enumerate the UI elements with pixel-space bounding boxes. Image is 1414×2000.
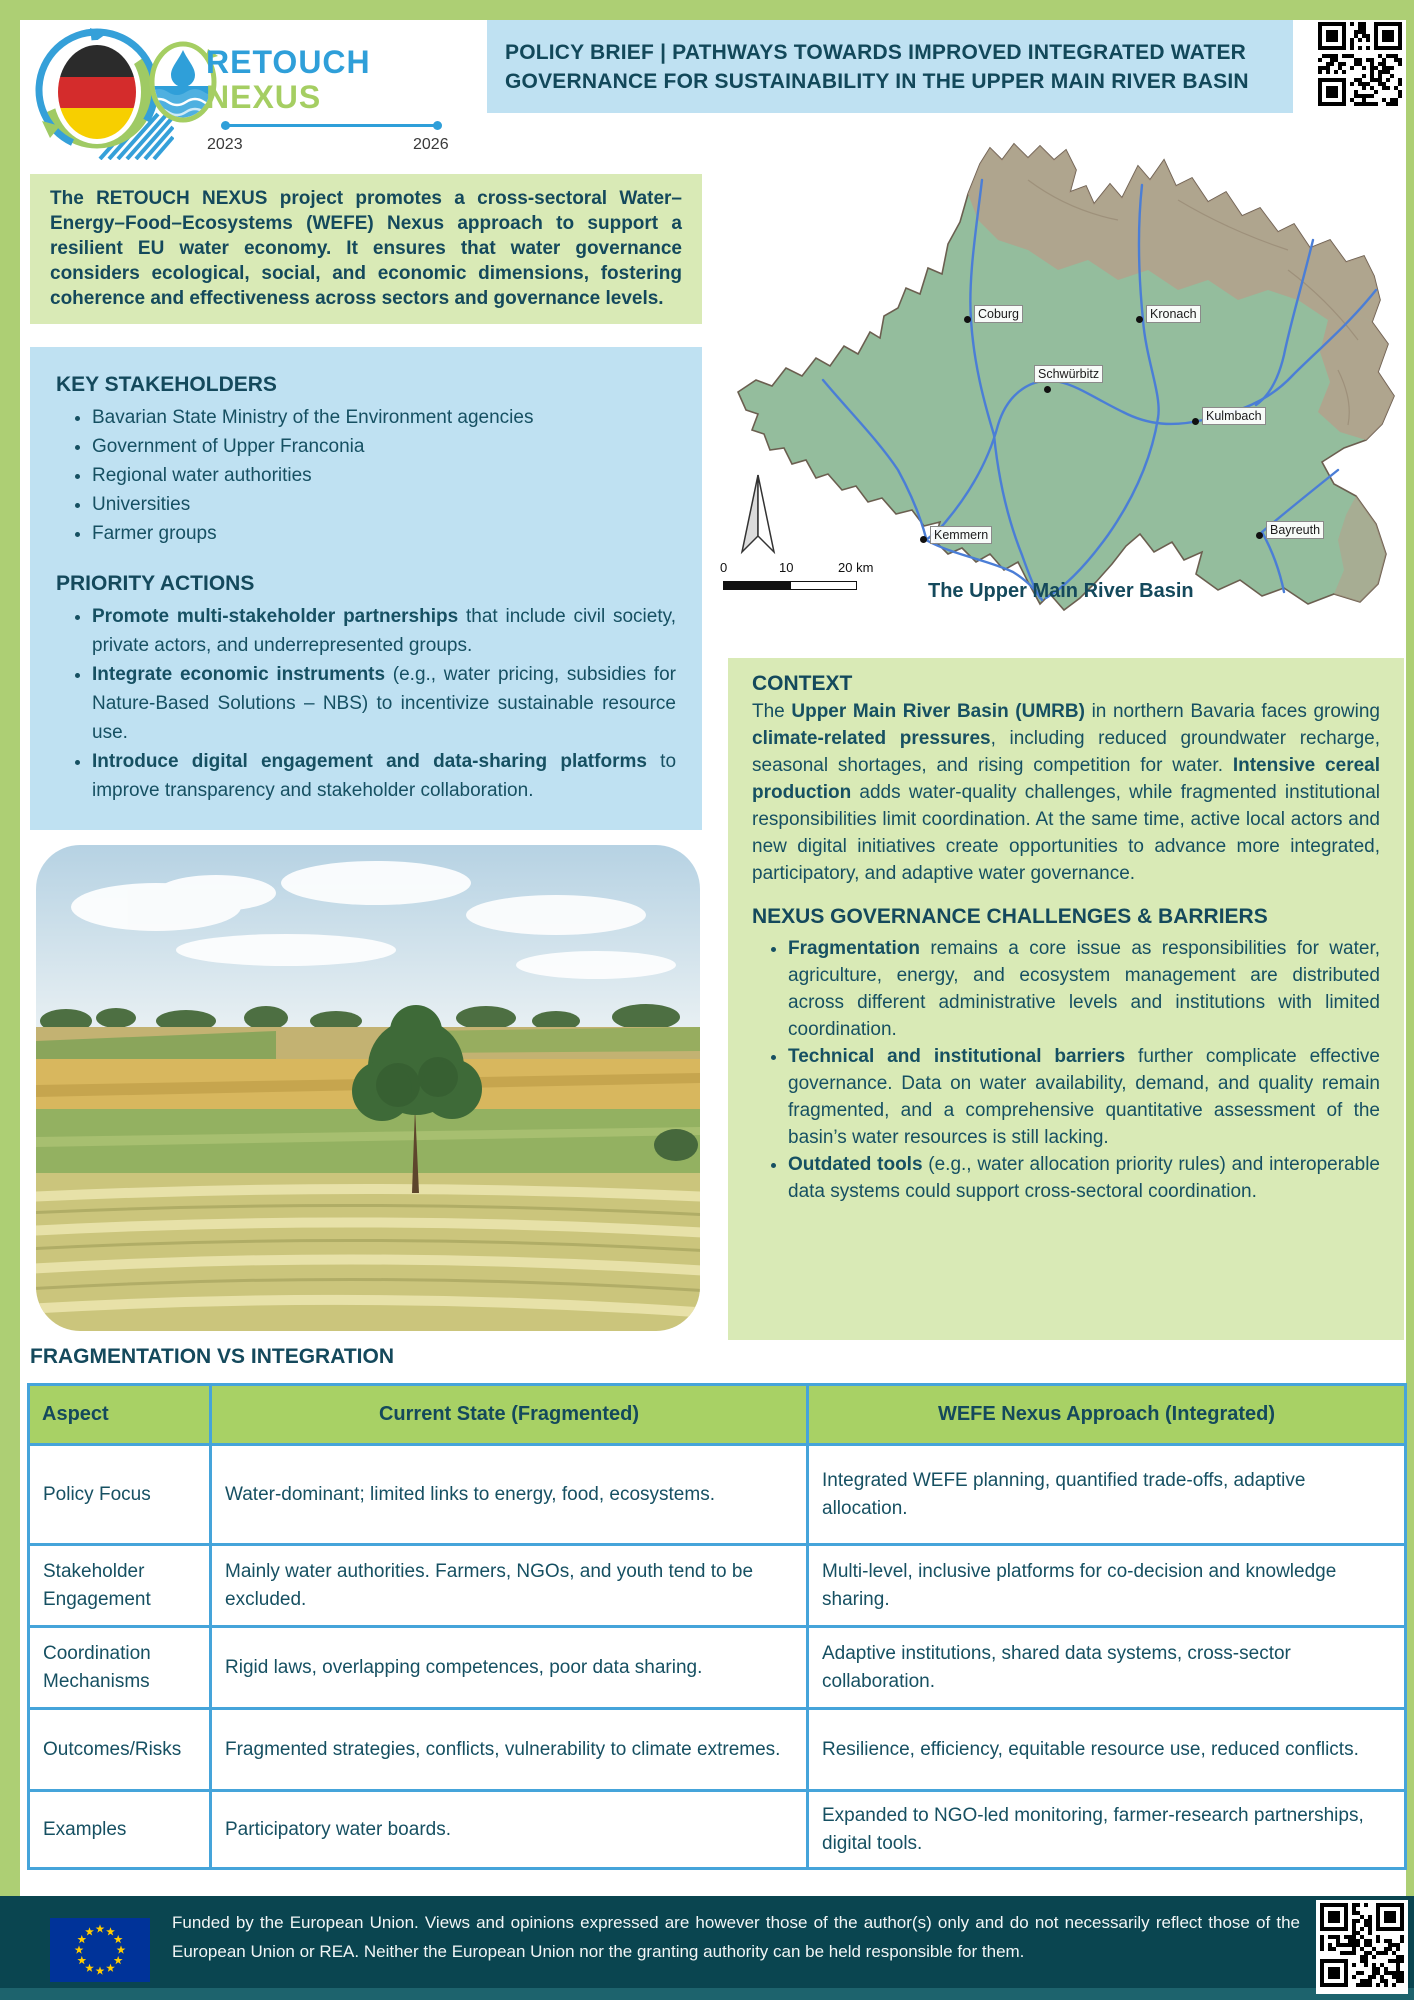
table-cell: Outcomes/Risks	[29, 1709, 211, 1791]
stakeholders-list	[56, 403, 676, 548]
table-row	[29, 1791, 1406, 1869]
list-item: • Promote multi-stakeholder partnerships that include civil society, private actors, and underrepresented groups.	[92, 602, 676, 660]
logo-word-nexus: NEXUS	[206, 79, 322, 115]
timeline-year-start: 2023	[207, 136, 243, 153]
basin-map	[728, 140, 1408, 620]
list-item: • Universities	[92, 490, 676, 519]
city-label: Kulmbach	[1202, 407, 1266, 425]
context-panel	[728, 658, 1404, 1340]
timeline-end-dot	[433, 121, 442, 130]
project-timeline	[225, 124, 437, 127]
table-cell: Rigid laws, overlapping competences, poor data sharing.	[211, 1627, 808, 1709]
logo-word-retouch: RETOUCH	[206, 44, 371, 80]
priority-actions-list	[56, 602, 676, 805]
city-label: Bayreuth	[1266, 521, 1324, 539]
table-cell: Stakeholder Engagement	[29, 1545, 211, 1627]
table-cell: Water-dominant; limited links to energy, food, ecosystems.	[211, 1445, 808, 1545]
footer-bottom-strip	[0, 1988, 1414, 2000]
timeline-start-dot	[221, 121, 230, 130]
list-item: • Integrate economic instruments (e.g., water pricing, subsidies for Nature-Based Solutions – NBS) to incentivize sustainable resource use.	[92, 660, 676, 747]
table-cell: Adaptive institutions, shared data systems, cross-sector collaboration.	[808, 1627, 1406, 1709]
map-caption: The Upper Main River Basin	[928, 580, 1194, 602]
table-row	[29, 1545, 1406, 1627]
comparison-table	[27, 1383, 1407, 1870]
table-row	[29, 1627, 1406, 1709]
list-item: • Regional water authorities	[92, 461, 676, 490]
challenges-list	[752, 935, 1380, 1205]
list-item: • Introduce digital engagement and data-sharing platforms to improve transparency and stakeholder collaboration.	[92, 747, 676, 805]
stakeholders-heading: KEY STAKEHOLDERS	[56, 373, 277, 396]
timeline-year-end: 2026	[413, 136, 449, 153]
table-cell: Participatory water boards.	[211, 1791, 808, 1869]
table-cell: Multi-level, inclusive platforms for co-decision and knowledge sharing.	[808, 1545, 1406, 1627]
scalebar-segment-light	[790, 581, 857, 590]
list-item: • Fragmentation remains a core issue as responsibilities for water, agriculture, energy, and ecosystem management are distributed across different administrative levels and institutions with limited coordination.	[788, 935, 1380, 1043]
table-row	[29, 1445, 1406, 1545]
map-scalebar	[720, 560, 893, 600]
city-label: Kronach	[1146, 305, 1201, 323]
challenges-heading: NEXUS GOVERNANCE CHALLENGES & BARRIERS	[752, 905, 1268, 928]
qr-code	[1316, 1900, 1408, 1994]
list-item: • Farmer groups	[92, 519, 676, 548]
scalebar-segment-dark	[723, 581, 790, 590]
landscape-photo	[36, 845, 700, 1331]
city-label: Kemmern	[930, 526, 992, 544]
city-label: Schwürbitz	[1034, 365, 1103, 383]
scale-20km: 20 km	[838, 560, 874, 575]
table-cell: Resilience, efficiency, equitable resource use, reduced conflicts.	[808, 1709, 1406, 1791]
intro-summary: The RETOUCH NEXUS project promotes a cross-sectoral Water–Energy–Food–Ecosystems (WEFE) Nexus approach to support a resilient EU water economy. It ensures that water governance considers ecological, social, and economic dimensions, fostering coherence and effectiveness across sectors and governance levels.	[30, 174, 702, 324]
north-arrow-icon	[742, 475, 774, 552]
table-cell: Expanded to NGO-led monitoring, farmer-research partnerships, digital tools.	[808, 1791, 1406, 1869]
scale-10: 10	[779, 560, 794, 575]
page-title: POLICY BRIEF | PATHWAYS TOWARDS IMPROVED INTEGRATED WATER GOVERNANCE FOR SUSTAINABILITY IN THE UPPER MAIN RIVER BASIN	[505, 40, 1249, 93]
column-header: WEFE Nexus Approach (Integrated)	[808, 1385, 1406, 1445]
table-row	[29, 1709, 1406, 1791]
context-paragraph: The Upper Main River Basin (UMRB) in northern Bavaria faces growing climate-related pressures, including reduced groundwater recharge, seasonal shortages, and rising competition for water. Intensive cereal production adds water-quality challenges, while fragmented institutional responsibilities limit coordination. At the same time, active local actors and new digital initiatives create opportunities to advance more integrated, participatory, and adaptive water governance.	[752, 701, 1380, 884]
column-header: Current State (Fragmented)	[211, 1385, 808, 1445]
list-item: • Government of Upper Franconia	[92, 432, 676, 461]
eu-flag-icon	[50, 1918, 150, 1982]
table-cell: Integrated WEFE planning, quantified trade-offs, adaptive allocation.	[808, 1445, 1406, 1545]
list-item: • Bavarian State Ministry of the Environment agencies	[92, 403, 676, 432]
table-cell: Examples	[29, 1791, 211, 1869]
column-header: Aspect	[29, 1385, 211, 1445]
city-label: Coburg	[974, 305, 1023, 323]
funding-disclaimer: Funded by the European Union. Views and opinions expressed are however those of the author(s) only and do not necessarily reflect those of the European Union or REA. Neither the European Union nor the granting authority can be held responsible for them.	[172, 1913, 1300, 1961]
comparison-heading: FRAGMENTATION VS INTEGRATION	[30, 1345, 394, 1368]
table-cell: Policy Focus	[29, 1445, 211, 1545]
scale-0: 0	[720, 560, 728, 575]
priority-actions-heading: PRIORITY ACTIONS	[56, 572, 255, 595]
list-item: • Technical and institutional barriers further complicate effective governance. Data on water availability, demand, and quality remain fragmented, and a comprehensive quantitative assessment of the basin’s water resources is still lacking.	[788, 1043, 1380, 1151]
title-banner	[487, 20, 1293, 113]
table-cell: Fragmented strategies, conflicts, vulnerability to climate extremes.	[211, 1709, 808, 1791]
stakeholders-actions-panel	[30, 347, 702, 830]
field-landscape-image	[36, 845, 700, 1331]
table-header-row	[29, 1385, 1406, 1445]
context-heading: CONTEXT	[752, 672, 853, 695]
qr-code	[1316, 22, 1404, 110]
table-cell: Mainly water authorities. Farmers, NGOs, and youth tend to be excluded.	[211, 1545, 808, 1627]
list-item: • Outdated tools (e.g., water allocation priority rules) and interoperable data systems could support cross-sectoral coordination.	[788, 1151, 1380, 1205]
table-cell: Coordination Mechanisms	[29, 1627, 211, 1709]
